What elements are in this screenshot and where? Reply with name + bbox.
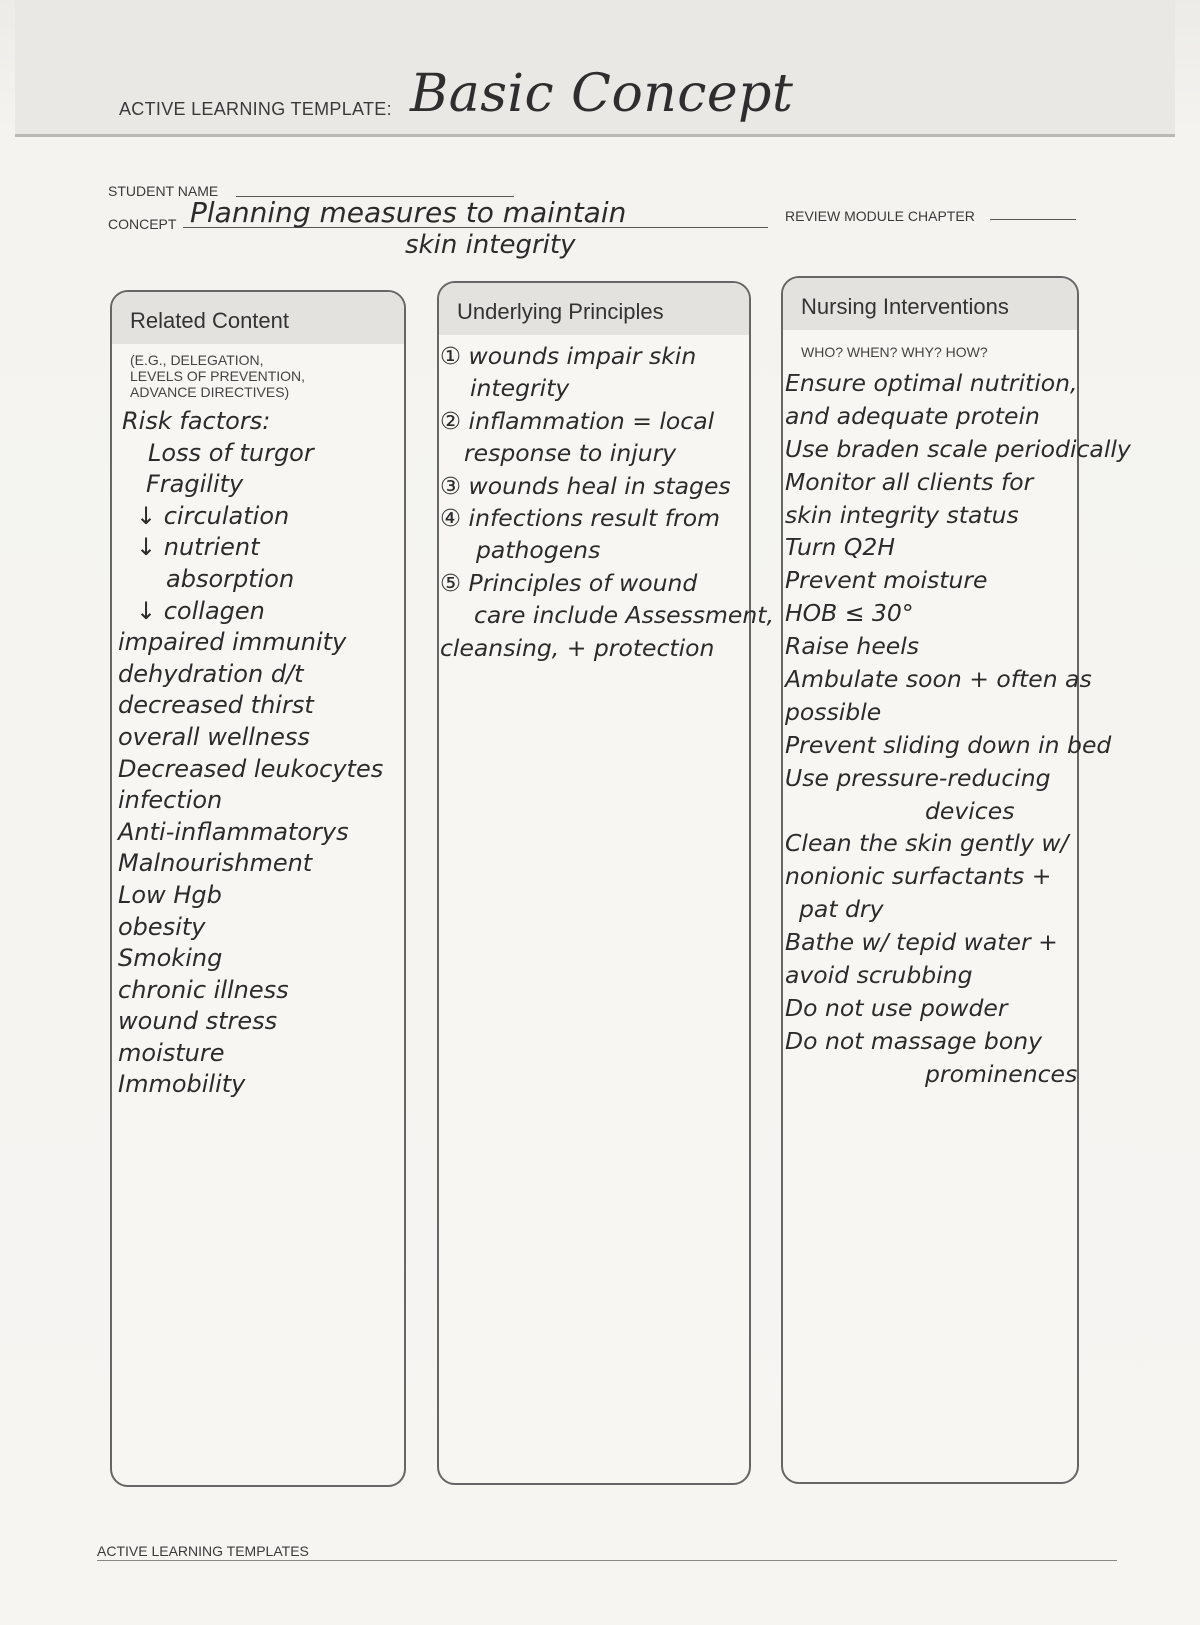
entry-line: wound stress — [118, 1007, 278, 1036]
underlying-principles-list — [440, 340, 774, 664]
concept-value-continued: skin integrity — [405, 230, 576, 260]
entry-line: Fragility — [146, 470, 244, 499]
entry-line: Prevent sliding down in bed — [785, 730, 1112, 759]
header-divider — [15, 134, 1175, 137]
entry-line: Raise heels — [785, 632, 920, 661]
entry-line: ↓ nutrient — [136, 533, 260, 562]
entry-line: Prevent moisture — [785, 566, 988, 595]
entry-line: ① wounds impair skin — [440, 342, 697, 370]
entry-line: Anti-inflammatorys — [118, 817, 349, 846]
entry-line: absorption — [166, 564, 295, 593]
review-module-label: REVIEW MODULE CHAPTER — [785, 208, 975, 224]
template-label: ACTIVE LEARNING TEMPLATE: — [119, 99, 392, 119]
entry-line: dehydration d/t — [118, 659, 304, 688]
entry-line: skin integrity status — [785, 500, 1019, 529]
nursing-interventions-title: Nursing Interventions — [801, 294, 1009, 319]
entry-line: cleansing, + protection — [440, 633, 715, 662]
entry-line: devices — [925, 796, 1015, 825]
entry-line: ③ wounds heal in stages — [440, 471, 731, 500]
related-content-list — [118, 406, 383, 1101]
entry-line: Use braden scale periodically — [785, 434, 1131, 463]
entry-line: ⑤ Principles of wound — [440, 568, 698, 597]
entry-line: Risk factors: — [122, 407, 271, 435]
entry-line: obesity — [118, 912, 206, 941]
footer-label: ACTIVE LEARNING TEMPLATES — [97, 1543, 309, 1559]
entry-line: moisture — [118, 1038, 225, 1067]
entry-line: impaired immunity — [118, 628, 347, 657]
entry-line: Smoking — [118, 944, 223, 973]
entry-line: HOB ≤ 30° — [785, 599, 914, 628]
entry-line: Bathe w/ tepid water + — [785, 928, 1058, 957]
related-content-subtitle — [130, 352, 305, 400]
entry-line: Ambulate soon + often as — [785, 665, 1092, 694]
entry-line: nonionic surfactants + — [785, 862, 1052, 891]
entry-line: ② inflammation = local — [440, 406, 715, 435]
entry-line: chronic illness — [118, 975, 289, 1004]
entry-line: Malnourishment — [118, 849, 313, 878]
underlying-principles-title: Underlying Principles — [457, 299, 664, 324]
entry-line: Ensure optimal nutrition, — [785, 369, 1078, 397]
entry-line: overall wellness — [118, 722, 310, 751]
nursing-interventions-subtitle: WHO? WHEN? WHY? HOW? — [801, 344, 988, 360]
entry-line: integrity — [470, 374, 570, 403]
entry-line: ④ infections result from — [440, 503, 721, 532]
related-content-sub-line: (E.G., DELEGATION, — [130, 352, 264, 368]
entry-line: Low Hgb — [118, 880, 222, 909]
concept-label: CONCEPT — [108, 216, 177, 232]
entry-line: Turn Q2H — [785, 533, 896, 562]
entry-line: prominences — [925, 1059, 1078, 1088]
entry-line: Do not massage bony — [785, 1026, 1043, 1055]
related-content-sub-line: ADVANCE DIRECTIVES) — [130, 384, 290, 400]
entry-line: ↓ collagen — [136, 596, 265, 625]
entry-line: Use pressure-reducing — [785, 763, 1051, 792]
nursing-interventions-list — [785, 367, 1131, 1091]
entry-line: infection — [118, 786, 223, 815]
entry-line: avoid scrubbing — [785, 961, 973, 990]
student-name-label: STUDENT NAME — [108, 183, 219, 199]
entry-line: pat dry — [799, 895, 884, 924]
entry-line: ↓ circulation — [136, 501, 290, 530]
review-module-line[interactable] — [990, 219, 1076, 220]
entry-line: care include Assessment, — [474, 601, 774, 630]
entry-line: and adequate protein — [785, 401, 1040, 430]
entry-line: response to injury — [464, 439, 677, 468]
entry-line: Immobility — [118, 1070, 246, 1099]
entry-line: Clean the skin gently w/ — [785, 829, 1069, 858]
entry-line: Decreased leukocytes — [118, 754, 384, 783]
template-title: Basic Concept — [410, 64, 794, 124]
related-content-sub-line: LEVELS OF PREVENTION, — [130, 368, 306, 384]
related-content-title: Related Content — [130, 308, 289, 333]
concept-value: Planning measures to maintain — [190, 196, 627, 229]
entry-line: decreased thirst — [118, 691, 314, 720]
footer-divider — [97, 1560, 1117, 1561]
entry-line: Monitor all clients for — [785, 467, 1034, 496]
entry-line: possible — [785, 697, 882, 726]
entry-line: Do not use powder — [785, 993, 1008, 1022]
entry-line: Loss of turgor — [148, 438, 314, 467]
entry-line: pathogens — [476, 536, 601, 565]
